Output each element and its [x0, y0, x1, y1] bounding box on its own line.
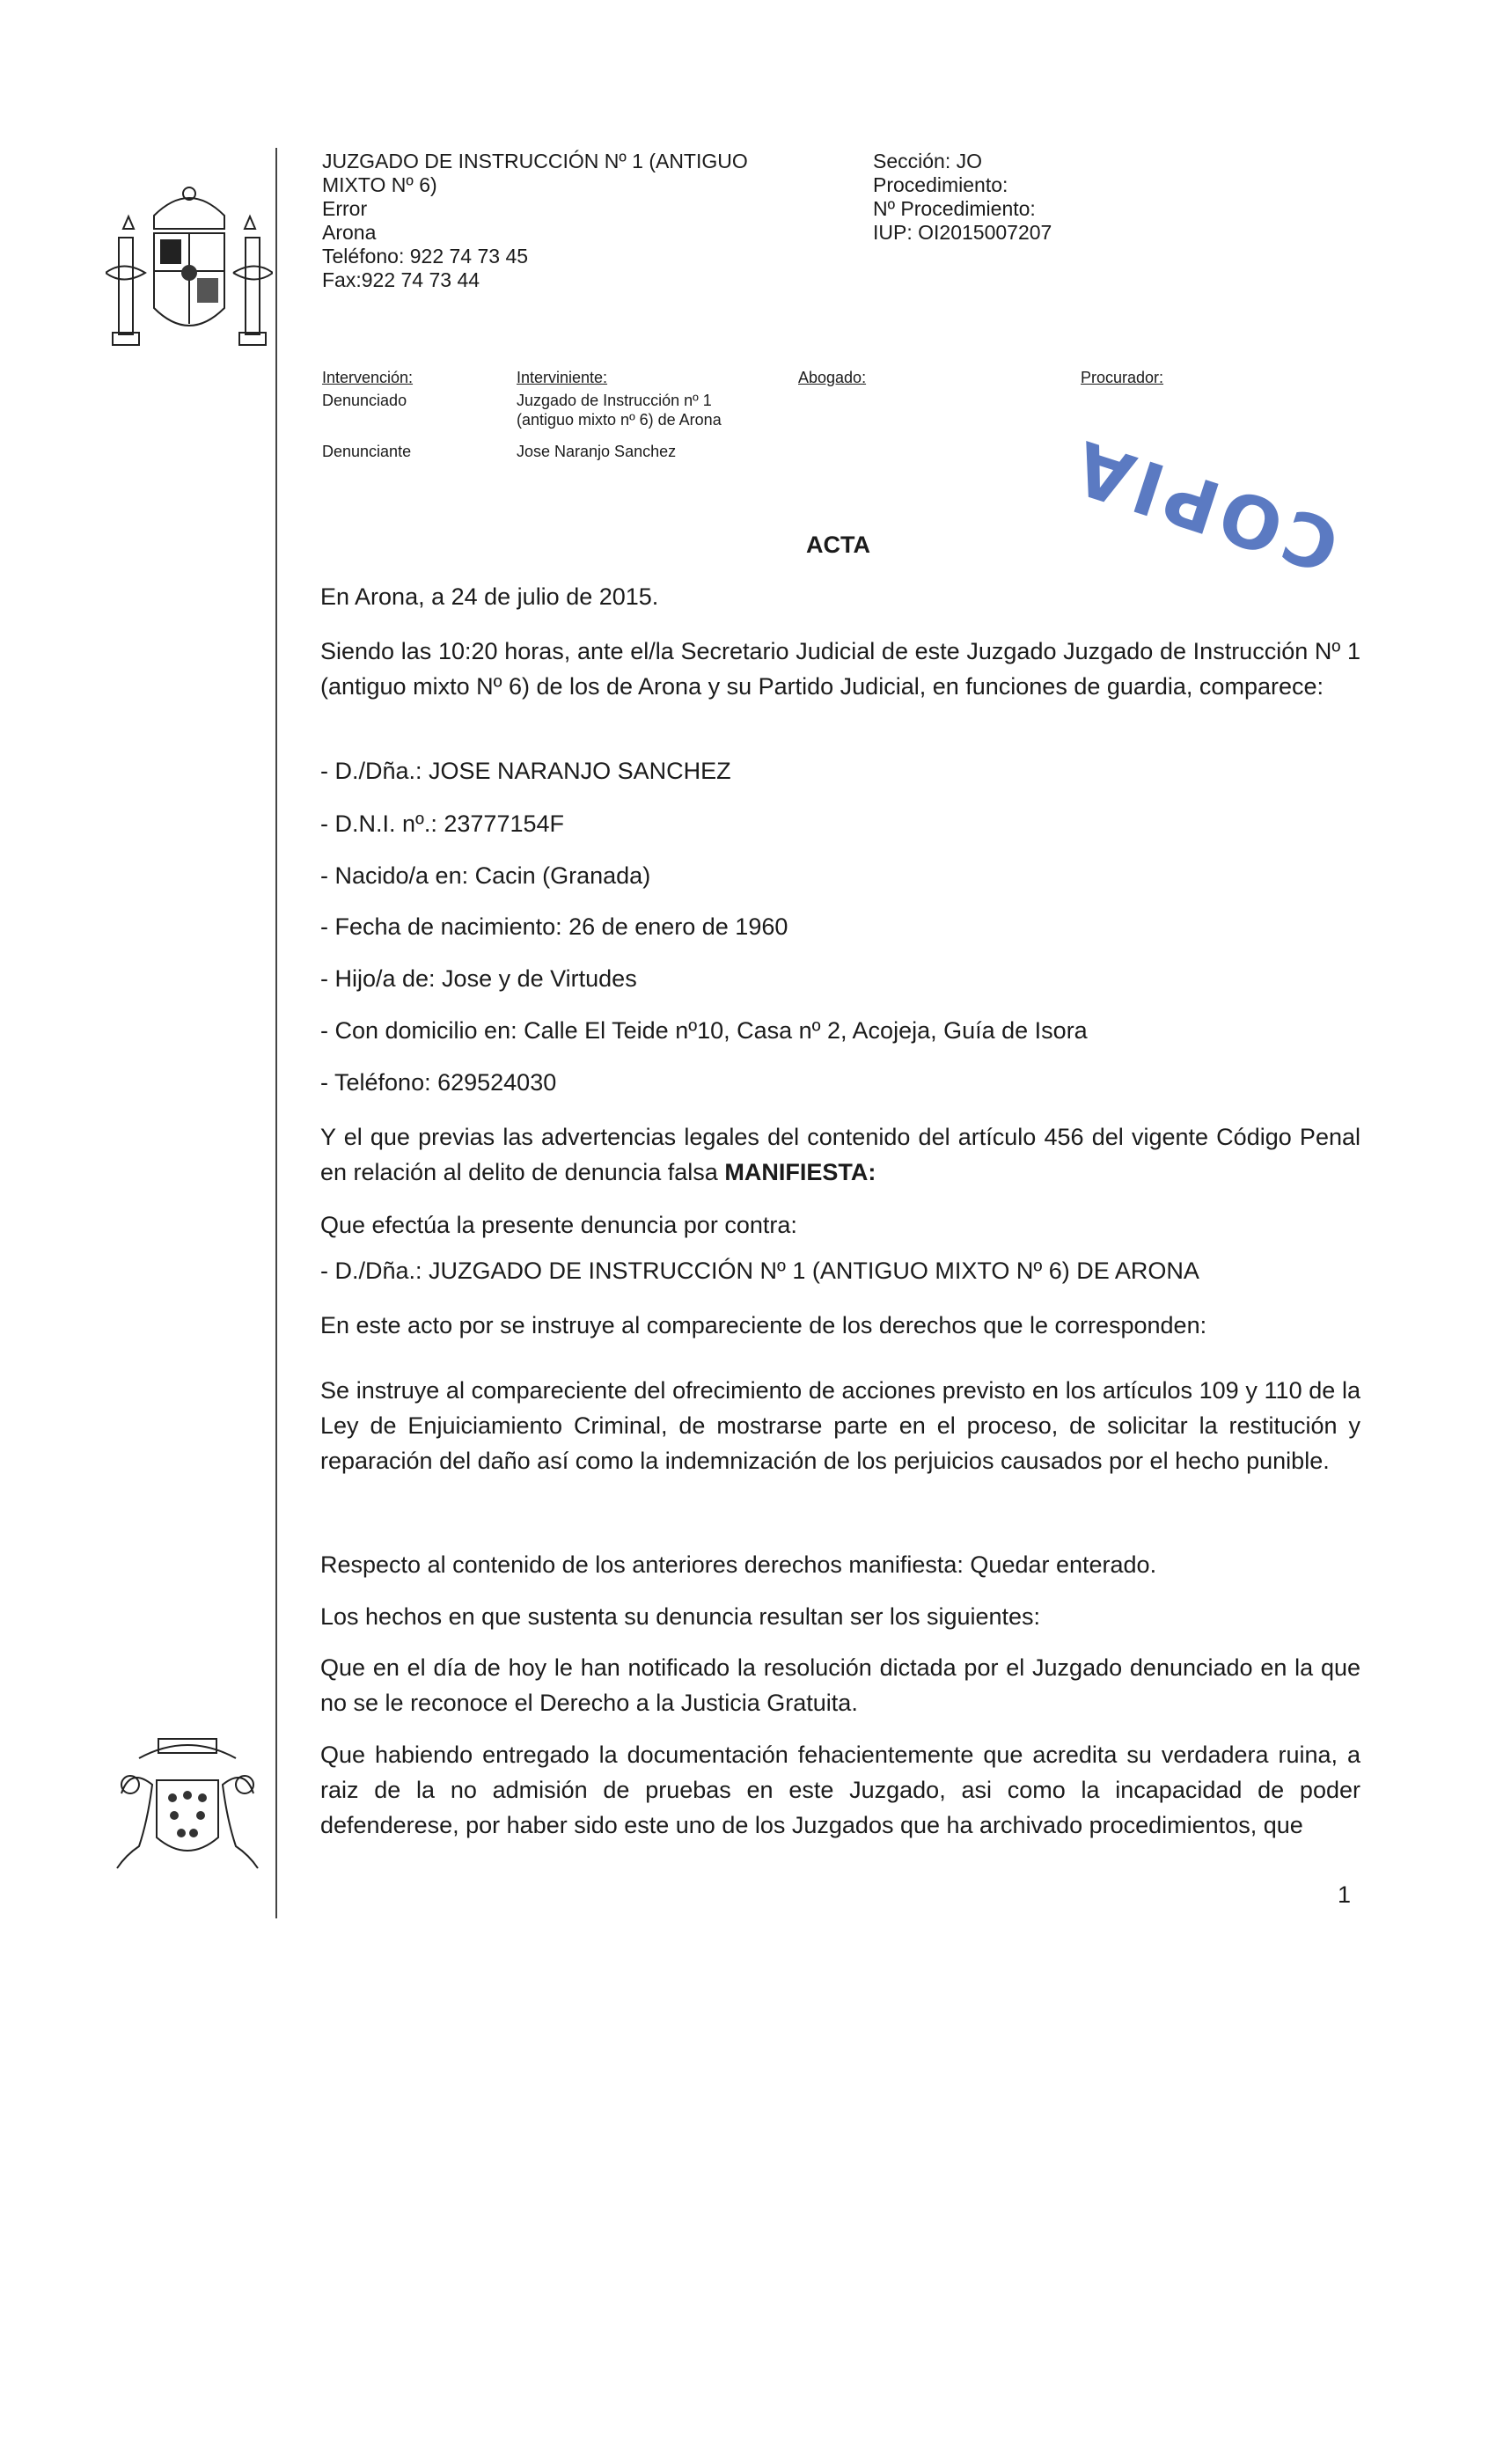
court-city: Arona	[322, 221, 377, 244]
person-parents: - Hijo/a de: Jose y de Virtudes	[320, 965, 637, 992]
date-line: En Arona, a 24 de julio de 2015.	[320, 583, 659, 610]
denounced-party: - D./Dña.: JUZGADO DE INSTRUCCIÓN Nº 1 (ANTIGUO MIXTO Nº 6) DE ARONA	[320, 1258, 1199, 1284]
court-name-line1: JUZGADO DE INSTRUCCIÓN Nº 1 (ANTIGUO	[322, 150, 748, 172]
facts-intro-paragraph: Los hechos en que sustenta su denuncia resultan ser los siguientes:	[320, 1603, 1041, 1630]
person-phone: - Teléfono: 629524030	[320, 1069, 557, 1096]
against-paragraph: Que efectúa la presente denuncia por contra:	[320, 1212, 797, 1238]
margin-rule	[275, 148, 277, 1918]
person-birthplace: - Nacido/a en: Cacin (Granada)	[320, 862, 651, 889]
num-procedimiento: Nº Procedimiento:	[873, 197, 1036, 220]
intro-paragraph: Siendo las 10:20 horas, ante el/la Secretario Judicial de este Juzgado Juzgado de Instrucción Nº 1 (antiguo mixto Nº 6) de los de Arona y su Partido Judicial, en funciones de guardia, comparece:	[320, 638, 1360, 700]
warning-paragraph	[320, 1119, 1360, 1190]
interviniente-column	[517, 368, 737, 429]
intervencion-column	[322, 368, 413, 410]
procurador-heading: Procurador:	[1081, 369, 1164, 386]
spain-coat-of-arms-icon	[106, 176, 273, 361]
page-number: 1	[1338, 1881, 1352, 1908]
person-name: - D./Dña.: JOSE NARANJO SANCHEZ	[320, 758, 731, 784]
intervencion-row-1: Denunciado	[322, 392, 407, 409]
seccion: Sección: JO	[873, 150, 982, 172]
fact-today-paragraph: Que en el día de hoy le han notificado la resolución dictada por el Juzgado denunciado en la que no se le reconoce el Derecho a la Justicia Gratuita.	[320, 1654, 1360, 1716]
iup: IUP: OI2015007207	[873, 221, 1052, 244]
document-title: ACTA	[806, 532, 870, 558]
interviniente-heading: Interviniente:	[517, 369, 608, 386]
court-header	[322, 150, 748, 292]
rights-paragraph: En este acto por se instruye al compareciente de los derechos que le corresponden:	[320, 1312, 1207, 1338]
court-name-line2: MIXTO Nº 6)	[322, 173, 437, 196]
court-fax: Fax:922 74 73 44	[322, 268, 480, 291]
person-address: - Con domicilio en: Calle El Teide nº10, Casa nº 2, Acojeja, Guía de Isora	[320, 1017, 1088, 1044]
person-birthdate: - Fecha de nacimiento: 26 de enero de 1960	[320, 913, 788, 940]
intervencion-heading: Intervención:	[322, 369, 414, 386]
offer-paragraph: Se instruye al compareciente del ofrecimiento de acciones previsto en los artículos 109 y 110 de la Ley de Enjuiciamiento Criminal, de mostrarse parte en el proceso, de solicitar la restitución y reparación del daño así como la indemnización de los perjuicios causados por el hecho punible.	[320, 1377, 1360, 1474]
court-status: Error	[322, 197, 368, 220]
procedimiento: Procedimiento:	[873, 173, 1008, 196]
manifiesta-label: MANIFIESTA:	[724, 1159, 876, 1185]
canarias-coat-of-arms-icon	[104, 1732, 271, 1881]
procedure-header	[873, 150, 1052, 245]
person-dni: - D.N.I. nº.: 23777154F	[320, 810, 565, 837]
response-paragraph: Respecto al contenido de los anteriores derechos manifiesta: Quedar enterado.	[320, 1551, 1157, 1578]
court-phone: Teléfono: 922 74 73 45	[322, 245, 529, 268]
interviniente-row-2: Jose Naranjo Sanchez	[517, 443, 677, 460]
copia-stamp: COPIA	[1060, 422, 1349, 588]
abogado-heading: Abogado:	[798, 369, 867, 386]
warning-text: Y el que previas las advertencias legales del contenido del artículo 456 del vigente Código Penal en relación al delito de denuncia falsa	[320, 1124, 1360, 1185]
procurador-column	[1081, 368, 1163, 391]
fact-having-paragraph: Que habiendo entregado la documentación fehacientemente que acredita su verdadera ruina, a raiz de la no admisión de pruebas en este Juzgado, asi como la incapacidad de poder defenderese, por haber sido este uno de los Juzgados que ha archivado procedimientos, que	[320, 1742, 1360, 1838]
intervencion-row-2: Denunciante	[322, 443, 412, 460]
abogado-column	[798, 368, 866, 391]
interviniente-row-1: Juzgado de Instrucción nº 1 (antiguo mixto nº 6) de Arona	[517, 392, 722, 429]
